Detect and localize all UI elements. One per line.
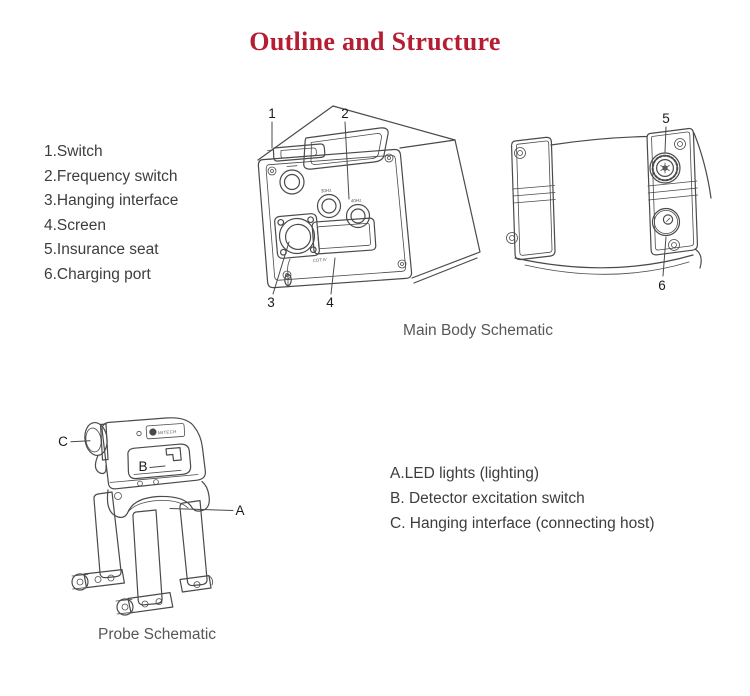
legend-item: A.LED lights (lighting) <box>390 465 540 482</box>
callout-b-line <box>150 466 165 468</box>
parts-list <box>44 140 178 287</box>
callout-b-label: B <box>138 459 148 474</box>
handle-cutout-drawing <box>128 444 191 478</box>
callout-2-line <box>345 122 349 199</box>
back-left-strip <box>512 137 556 259</box>
probe-legend <box>390 461 655 536</box>
callout-6-label: 6 <box>658 278 666 293</box>
switch-button-drawing <box>280 166 304 194</box>
callout-3-label: 3 <box>267 295 275 310</box>
panel-model-text: CDT-IV <box>312 256 327 263</box>
logo-mark-icon <box>149 428 157 436</box>
panel-screw-icons <box>268 154 406 279</box>
mitech-logo <box>146 423 185 439</box>
legend-item: B. Detector excitation switch <box>390 490 585 507</box>
insurance-seat-drawing <box>650 153 680 183</box>
parts-list-item: 3.Hanging interface <box>44 192 179 209</box>
probe-legs-drawing <box>72 492 213 615</box>
freq-right-label: 40Hz <box>350 197 362 204</box>
logo-text: MITECH <box>157 429 177 436</box>
callout-c-label: C <box>58 434 68 449</box>
excitation-switch-drawing <box>166 448 181 461</box>
screen-drawing <box>312 218 376 254</box>
main-body-front-drawing <box>243 98 483 313</box>
callout-6-line <box>663 237 666 276</box>
callout-c-line <box>71 441 90 442</box>
probe-yoke-drawing <box>107 482 209 518</box>
legend-item: C. Hanging interface (connecting host) <box>390 515 655 532</box>
callout-lines <box>71 441 233 511</box>
callout-a-label: A <box>235 503 245 518</box>
parts-list-item: 4.Screen <box>44 216 107 234</box>
back-right-strip <box>647 129 698 255</box>
parts-list-item: 2.Frequency switch <box>44 167 178 185</box>
main-body-caption: Main Body Schematic <box>403 322 553 339</box>
parts-list-item: 1.Switch <box>44 143 103 160</box>
hanging-knob-drawing <box>83 421 109 473</box>
page-title: Outline and Structure <box>249 27 501 56</box>
callout-1-label: 1 <box>268 106 276 121</box>
parts-list-item: 5.Insurance seat <box>44 241 159 258</box>
probe-drawing <box>48 393 273 628</box>
probe-caption: Probe Schematic <box>97 626 217 643</box>
main-body-back-drawing <box>485 106 713 306</box>
callout-5-label: 5 <box>662 111 670 126</box>
charging-port-drawing <box>653 209 680 236</box>
parts-list-item: 6.Charging port <box>44 265 151 283</box>
callout-4-label: 4 <box>326 295 334 310</box>
freq-left-label: 30Hz <box>320 187 332 194</box>
callout-2-label: 2 <box>341 106 349 121</box>
callout-5-line <box>665 127 666 152</box>
